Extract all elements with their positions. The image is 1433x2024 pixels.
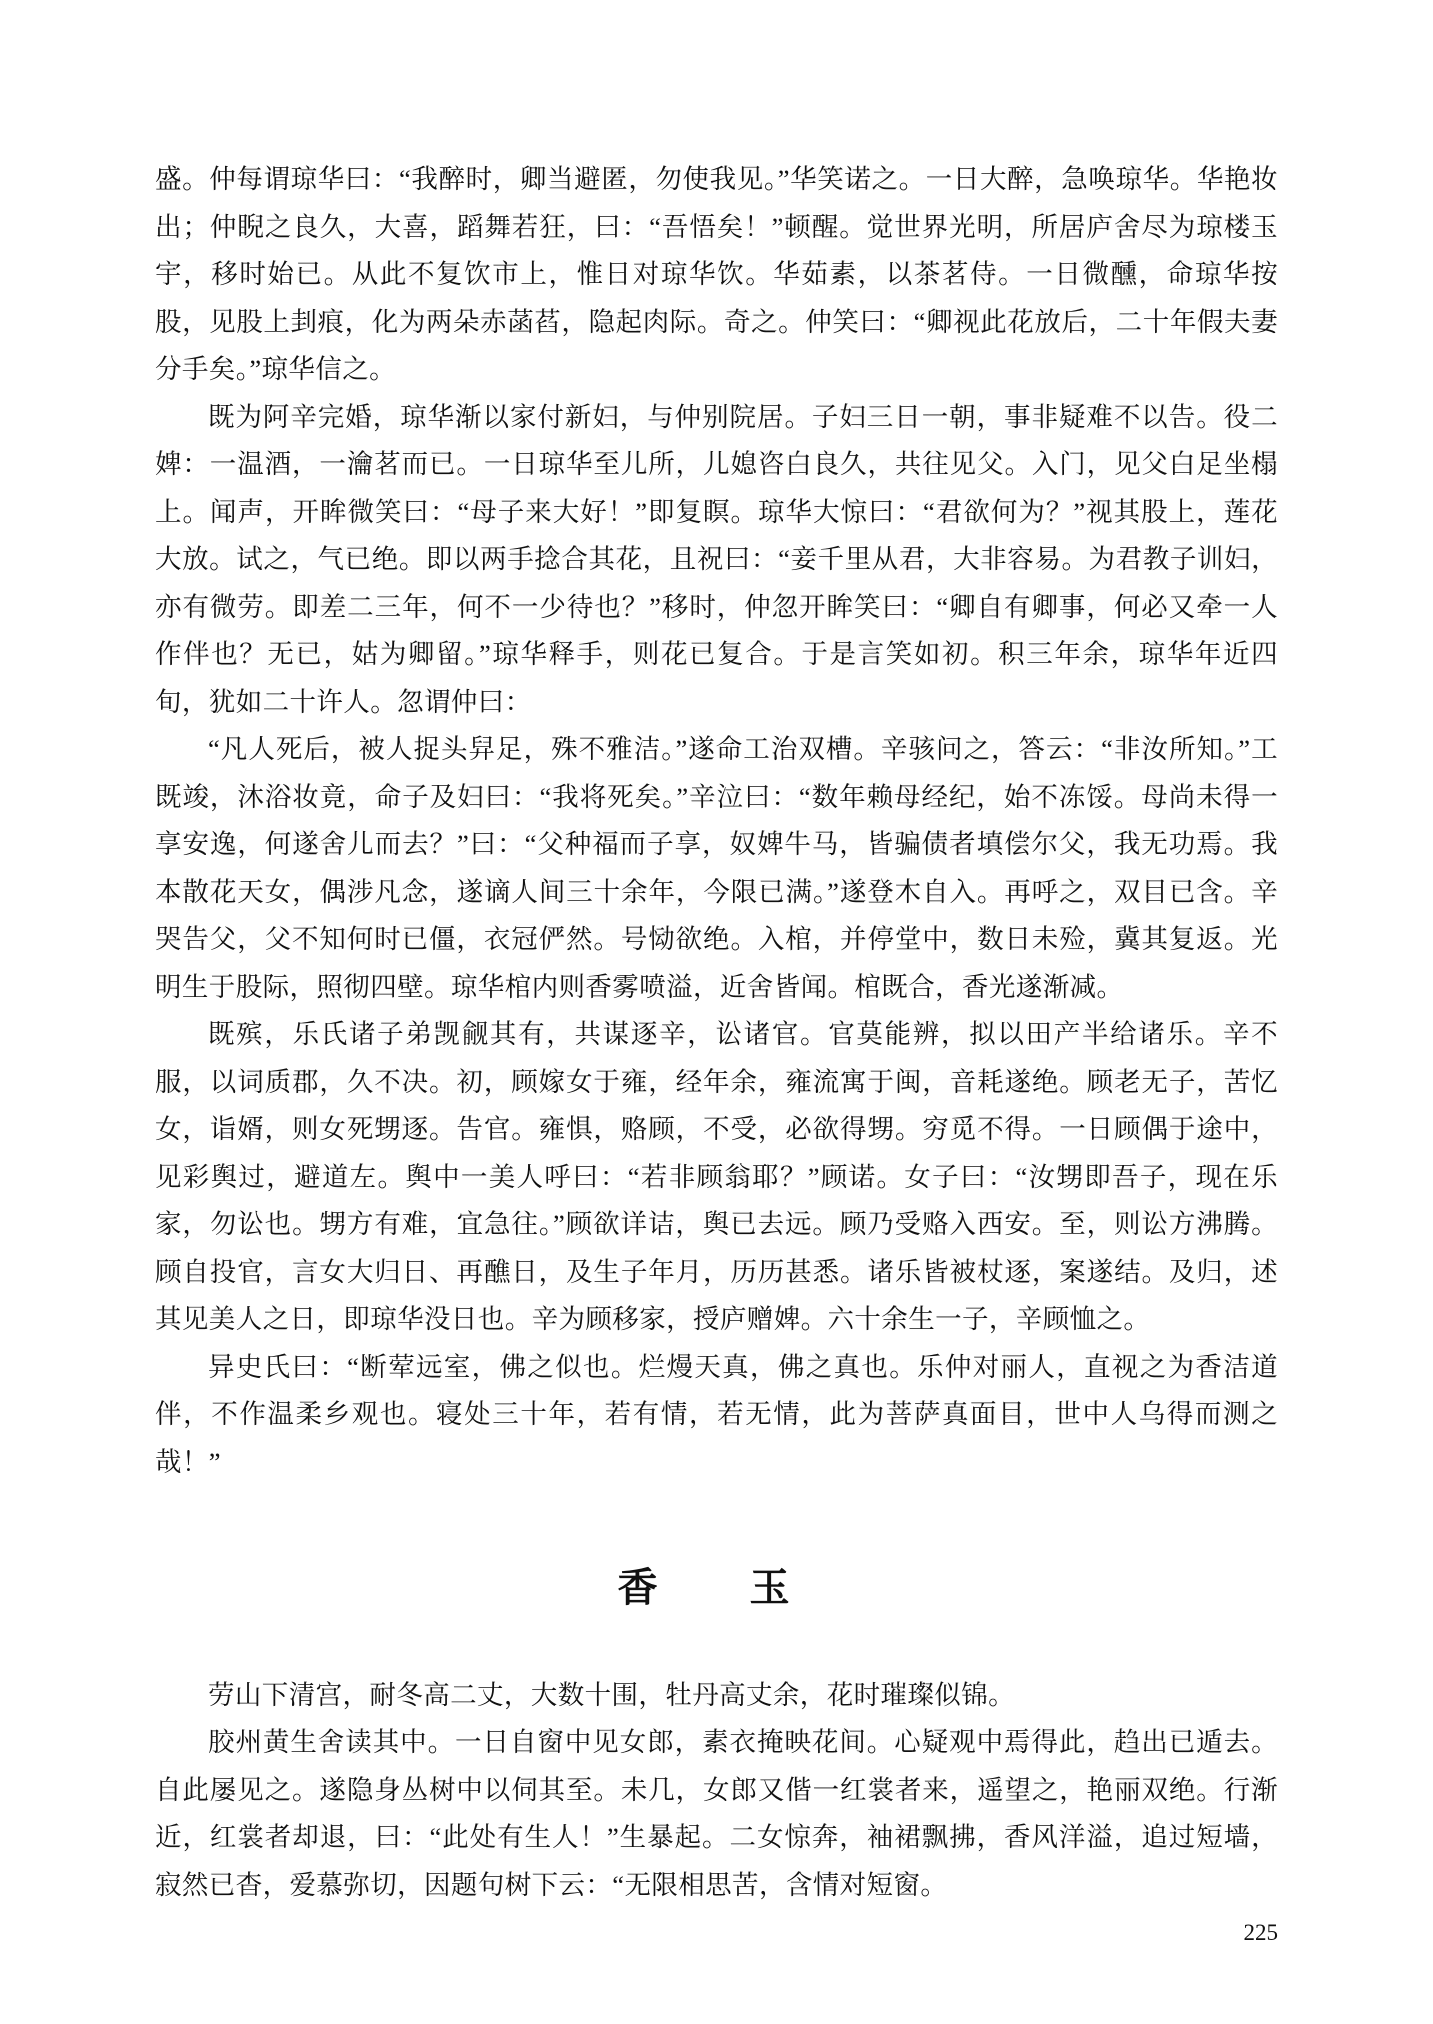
paragraph: “凡人死后，被人捉头舁足，殊不雅洁。”遂命工治双槽。辛骇问之，答云：“非汝所知。”工既竣，沐浴妆竟，命子及妇曰：“我将死矣。”辛泣曰：“数年赖母经纪，始不冻馁。母尚未得一享安逸，何遂舍儿而去？”曰：“父种福而子享，奴婢牛马，皆骗债者填偿尔父，我无功焉。我本散花天女，偶涉凡念，遂谪人间三十余年，今限已满。”遂登木自入。再呼之，双目已含。辛哭告父，父不知何时已僵，衣冠俨然。号恸欲绝。入棺，并停堂中，数日未殓，冀其复返。光明生于股际，照彻四壁。琼华棺内则香雾喷溢，近舍皆闻。棺既合，香光遂渐减。	[155, 734, 1278, 1002]
paragraph: 胶州黄生舍读其中。一日自窗中见女郎，素衣掩映花间。心疑观中焉得此，趋出已遁去。自此屡见之。遂隐身丛树中以伺其至。未几，女郎又偕一红裳者来，遥望之，艳丽双绝。行渐近，红裳者却退，曰：“此处有生人！”生暴起。二女惊奔，袖裙飘拂，香风洋溢，追过短墙，寂然已杳，爱慕弥切，因题句树下云：“无限相思苦，含情对短窗。	[155, 1727, 1278, 1900]
page-number: 225	[1243, 1920, 1278, 1945]
paragraph: 盛。仲每谓琼华曰：“我醉时，卿当避匿，勿使我见。”华笑诺之。一日大醉，急唤琼华。华艳妆出；仲睨之良久，大喜，蹈舞若狂，曰：“吾悟矣！”顿醒。觉世界光明，所居庐舍尽为琼楼玉宇，移时始已。从此不复饮市上，惟日对琼华饮。华茹素，以茶茗侍。一日微醺，命琼华按股，见股上刲痕，化为两朵赤菡萏，隐起肉际。奇之。仲笑曰：“卿视此花放后，二十年假夫妻分手矣。”琼华信之。	[155, 164, 1278, 384]
page-body	[155, 150, 1278, 1909]
paragraph: 既殡，乐氏诸子弟觊觎其有，共谋逐辛，讼诸官。官莫能辨，拟以田产半给诸乐。辛不服，以词质郡，久不决。初，顾嫁女于雍，经年余，雍流寓于闽，音耗遂绝。顾老无子，苦忆女，诣婿，则女死甥逐。告官。雍惧，赂顾，不受，必欲得甥。穷觅不得。一日顾偶于途中，见彩舆过，避道左。舆中一美人呼曰：“若非顾翁耶？”顾诺。女子曰：“汝甥即吾子，现在乐家，勿讼也。甥方有难，宜急往。”顾欲详诘，舆已去远。顾乃受赂入西安。至，则讼方沸腾。顾自投官，言女大归日、再醮日，及生子年月，历历甚悉。诸乐皆被杖逐，案遂结。及归，述其见美人之日，即琼华没日也。辛为顾移家，授庐赠婢。六十余生一子，辛顾恤之。	[155, 1019, 1278, 1334]
paragraph: 既为阿辛完婚，琼华渐以家付新妇，与仲别院居。子妇三日一朝，事非疑难不以告。役二婢：一温酒，一瀹茗而已。一日琼华至儿所，儿媳咨白良久，共往见父。入门，见父白足坐榻上。闻声，开眸微笑曰：“母子来大好！”即复瞑。琼华大惊曰：“君欲何为？”视其股上，莲花大放。试之，气已绝。即以两手捻合其花，且祝曰：“妾千里从君，大非容易。为君教子训妇，亦有微劳。即差二三年，何不一少待也？”移时，仲忽开眸笑曰：“卿自有卿事，何必又牵一人作伴也？无已，姑为卿留。”琼华释手，则花已复合。于是言笑如初。积三年余，琼华年近四旬，犹如二十许人。忽谓仲曰：	[155, 401, 1278, 717]
paragraph: 异史氏曰：“断荤远室，佛之似也。烂熳天真，佛之真也。乐仲对丽人，直视之为香洁道伴，不作温柔乡观也。寝处三十年，若有情，若无情，此为菩萨真面目，世中人乌得而测之哉！”	[155, 1351, 1278, 1477]
chapter-title: 香 玉	[617, 1565, 816, 1610]
paragraph: 劳山下清宫，耐冬高二丈，大数十围，牡丹高丈余，花时璀璨似锦。	[208, 1679, 1015, 1710]
